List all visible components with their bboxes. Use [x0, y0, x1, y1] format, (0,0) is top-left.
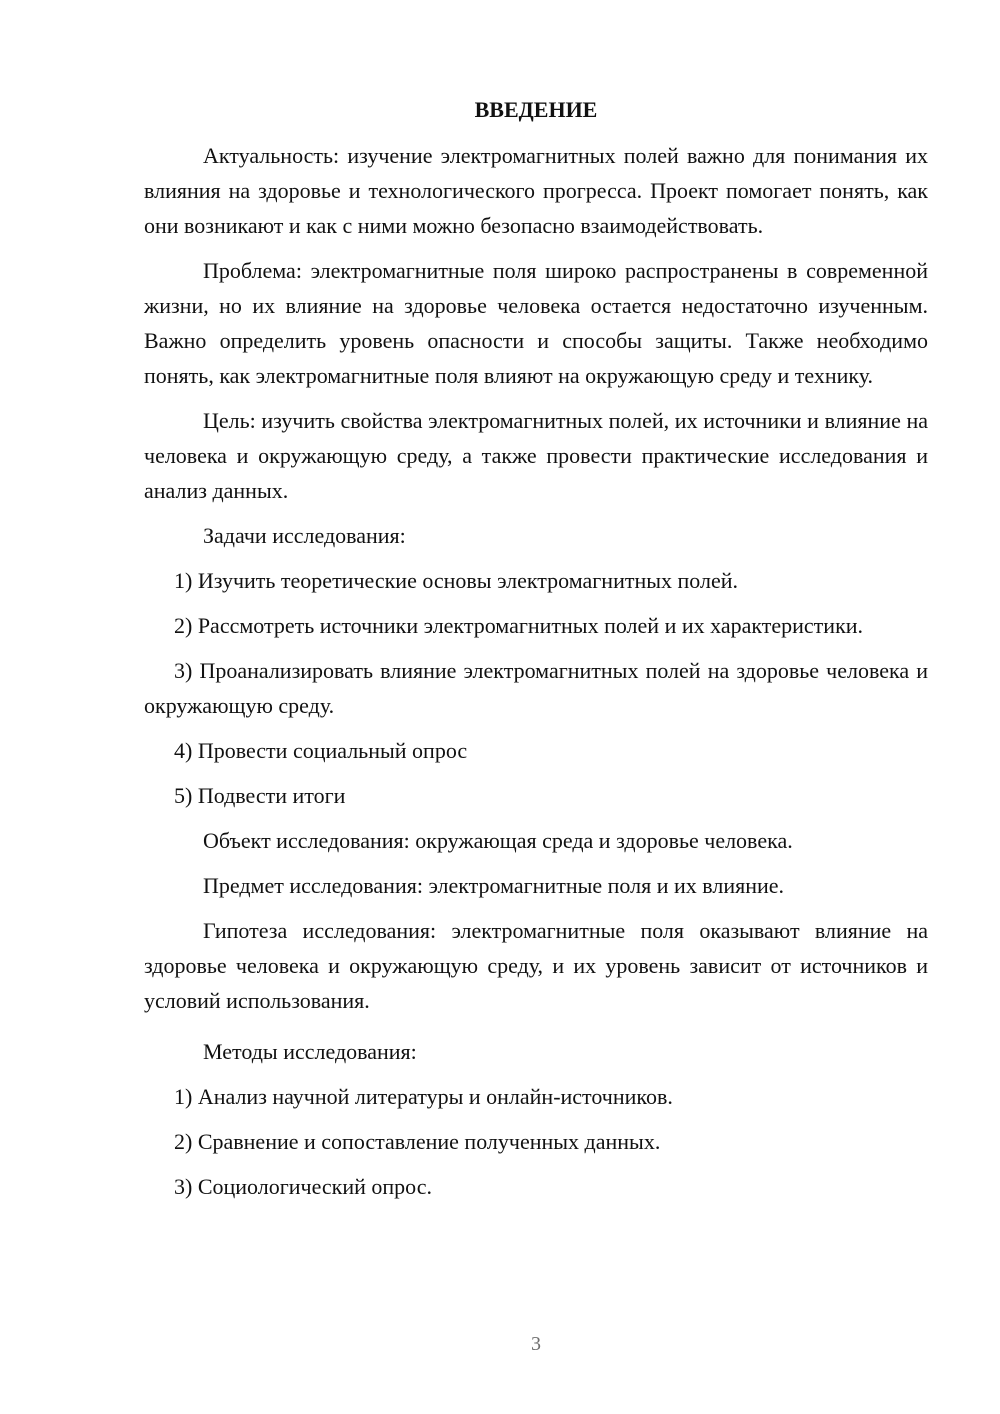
method-item-3: 3) Социологический опрос.: [174, 1174, 432, 1199]
task-item-4: 4) Провести социальный опрос: [174, 738, 468, 763]
problem-paragraph: Проблема: электромагнитные поля широко распространены в современной жизни, но их влияние на здоровье человека остается недостаточно изученным. Важно определить уровень опасности и способы защиты. Также необходимо понять, как электромагнитные поля влияют на окружающую среду и технику.: [144, 258, 928, 388]
task-item-3: 3) Проанализировать влияние электромагнитных полей на здоровье человека и окружающую среду.: [144, 658, 928, 718]
tasks-heading: Задачи исследования:: [203, 523, 406, 548]
method-item-2: 2) Сравнение и сопоставление полученных данных.: [174, 1129, 661, 1154]
page-content: [144, 92, 928, 1214]
hypothesis-paragraph: Гипотеза исследования: электромагнитные поля оказывают влияние на здоровье человека и окружающую среду, и их уровень зависит от источников и условий использования.: [144, 918, 928, 1013]
task-item-5: 5) Подвести итоги: [174, 783, 346, 808]
methods-heading: Методы исследования:: [203, 1039, 417, 1064]
relevance-paragraph: Актуальность: изучение электромагнитных полей важно для понимания их влияния на здоровье и технологического прогресса. Проект помогает понять, как они возникают и как с ними можно безопасно взаимодействовать.: [144, 143, 928, 238]
page-title: ВВЕДЕНИЕ: [474, 97, 598, 122]
method-item-1: 1) Анализ научной литературы и онлайн-источников.: [174, 1084, 673, 1109]
task-item-2: 2) Рассмотреть источники электромагнитных полей и их характеристики.: [174, 613, 864, 638]
task-item-1: 1) Изучить теоретические основы электромагнитных полей.: [174, 568, 739, 593]
object-paragraph: Объект исследования: окружающая среда и здоровье человека.: [203, 828, 793, 853]
page-number: 3: [531, 1333, 541, 1355]
subject-paragraph: Предмет исследования: электромагнитные поля и их влияние.: [203, 873, 785, 898]
goal-paragraph: Цель: изучить свойства электромагнитных полей, их источники и влияние на человека и окружающую среду, а также провести практические исследования и анализ данных.: [144, 408, 928, 503]
